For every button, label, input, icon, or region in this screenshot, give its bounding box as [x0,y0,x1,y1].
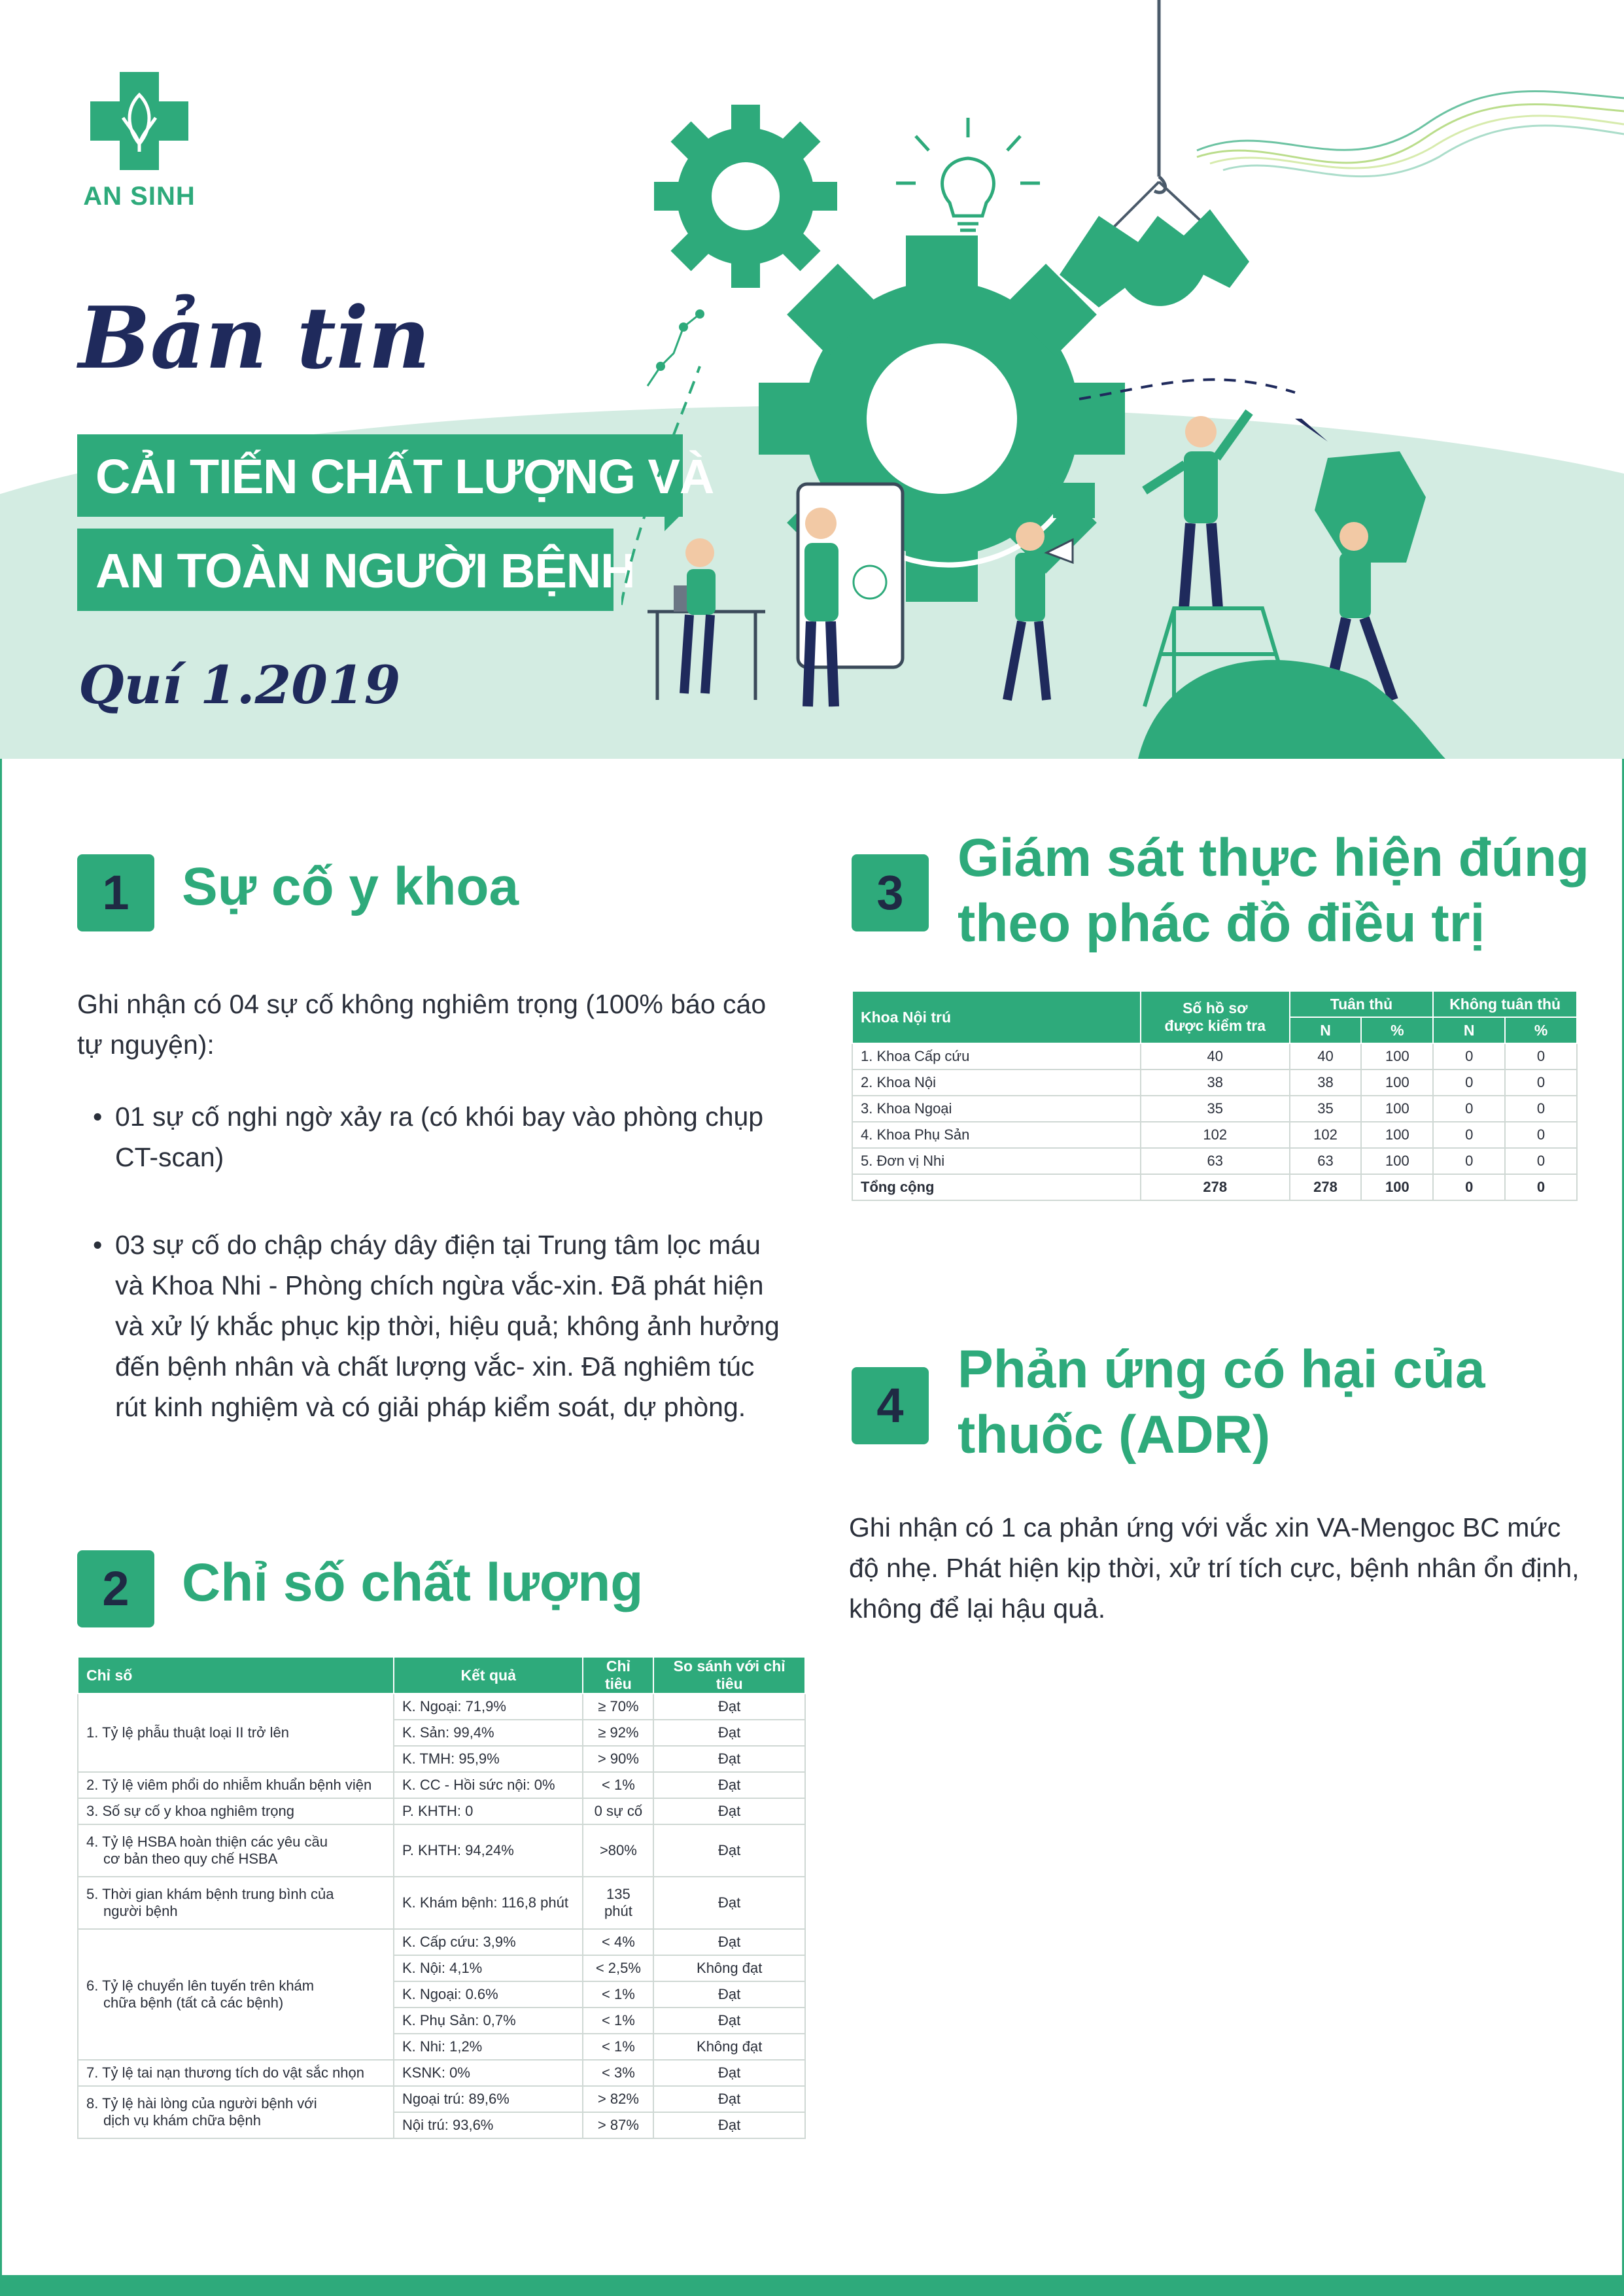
target-cell: > 90% [583,1746,653,1772]
medical-cross-icon [90,72,188,170]
department-cell: 4. Khoa Phụ Sản [852,1122,1141,1148]
target-cell: 0 sự cố [583,1798,653,1824]
table-row [78,1824,805,1877]
logo-text: AN SINH [83,182,196,211]
section-4-title-line-1: Phản ứng có hại của [958,1340,1485,1399]
noncomply-n-cell: 0 [1433,1070,1505,1096]
indicator-label: 7. Tỷ lệ tai nạn thương tích do vật sắc nhọn [78,2060,394,2086]
small-gear-icon [654,105,837,288]
target-cell: ≥ 70% [583,1694,653,1720]
table-header-row [852,991,1577,1017]
result-cell: K. TMH: 95,9% [394,1746,583,1772]
target-cell: < 3% [583,2060,653,2086]
section-1-number: 1 [77,854,154,931]
result-cell: P. KHTH: 94,24% [394,1824,583,1877]
table-row [852,1148,1577,1174]
section-4-title [958,1337,1612,1468]
noncomply-pct-cell: 0 [1505,1148,1577,1174]
green-hill-shape [1138,660,1445,759]
bullet-2-line-2: và Khoa Nhi - Phòng chích ngừa vắc-xin. Đã phát hiện [115,1270,764,1300]
comparison-cell: Đạt [653,2060,805,2086]
target-cell: < 1% [583,2034,653,2060]
section-1-intro [77,984,810,1065]
man-on-ladder-figure [1145,412,1249,608]
man-carrying-gear-figure [1315,451,1426,700]
result-cell: KSNK: 0% [394,2060,583,2086]
noncomply-pct-cell: 0 [1505,1096,1577,1122]
col-header-result: Kết quả [394,1657,583,1694]
department-cell: 3. Khoa Ngoại [852,1096,1141,1122]
comparison-cell: Đạt [653,1824,805,1877]
total-label-cell: Tổng cộng [852,1174,1141,1200]
title-line-2: AN TOÀN NGƯỜI BỆNH [77,529,613,611]
section-1-bullet-1 [77,1096,810,1177]
indicator-label: 3. Số sự cố y khoa nghiêm trọng [78,1798,394,1824]
col-header-comparison: So sánh với chỉ tiêu [653,1657,805,1694]
table-row [78,1694,805,1720]
comply-pct-cell: 100 [1361,1043,1433,1070]
total-noncomply-pct-cell: 0 [1505,1174,1577,1200]
indicator-label-line-2: người bệnh [103,1903,178,1919]
result-cell: K. Phụ Sản: 0,7% [394,2008,583,2034]
comparison-cell: Không đạt [653,2034,805,2060]
comparison-cell: Đạt [653,1772,805,1798]
result-cell: K. Khám bệnh: 116,8 phút [394,1877,583,1929]
comply-n-cell: 40 [1290,1043,1362,1070]
table-row [78,1798,805,1824]
hanging-gear-piece-icon [1060,209,1249,307]
noncomply-n-cell: 0 [1433,1148,1505,1174]
comply-pct-cell: 100 [1361,1122,1433,1148]
target-cell: < 1% [583,2008,653,2034]
indicator-label [78,2086,394,2138]
total-checked-cell: 278 [1141,1174,1290,1200]
result-cell: K. Ngoại: 71,9% [394,1694,583,1720]
indicator-label-line-2: dịch vụ khám chữa bệnh [103,2112,261,2129]
comparison-cell: Đạt [653,1981,805,2008]
bulletin-label: Bản tin [78,288,430,388]
table-row [852,1043,1577,1070]
noncomply-n-cell: 0 [1433,1096,1505,1122]
indicator-label-line-2: cơ bản theo quy chế HSBA [103,1851,278,1867]
table-row [852,1096,1577,1122]
records-checked-line-1: Số hồ sơ [1183,1000,1248,1017]
col-header-indicator: Chỉ số [78,1657,394,1694]
table-header-row [78,1657,805,1694]
result-cell: K. Ngoại: 0.6% [394,1981,583,2008]
table-total-row [852,1174,1577,1200]
col-header-comply-n: N [1290,1017,1362,1043]
checked-cell: 102 [1141,1122,1290,1148]
table-row [78,1772,805,1798]
section-1-bullet-2 [77,1225,823,1427]
table-row [78,2086,805,2112]
target-cell: < 1% [583,1772,653,1798]
bullet-1-line-2: CT-scan) [115,1142,224,1172]
comply-n-cell: 63 [1290,1148,1362,1174]
section-3-title [958,826,1612,956]
target-cell: > 82% [583,2086,653,2112]
col-header-target: Chỉ tiêu [583,1657,653,1694]
result-cell: Ngoại trú: 89,6% [394,2086,583,2112]
comparison-cell: Đạt [653,1877,805,1929]
result-cell: K. Sản: 99,4% [394,1720,583,1746]
woman-at-desk-figure [684,538,716,693]
bullet-2-line-5: rút kinh nghiệm và có giải pháp kiểm soát, dự phòng. [115,1392,746,1422]
bullet-2-line-1: • 03 sự cố do chập cháy dây điện tại Trung tâm lọc máu [115,1230,761,1260]
section-2-title: Chỉ số chất lượng [182,1553,644,1612]
department-cell: 2. Khoa Nội [852,1070,1141,1096]
comply-n-cell: 102 [1290,1122,1362,1148]
col-header-comply: Tuân thủ [1290,991,1434,1017]
indicator-label [78,1929,394,2060]
indicator-label: 2. Tỷ lệ viêm phổi do nhiễm khuẩn bệnh viện [78,1772,394,1798]
comparison-cell: Đạt [653,1720,805,1746]
comply-pct-cell: 100 [1361,1070,1433,1096]
bullet-2-line-4: đến bệnh nhân và chất lượng vắc- xin. Đã nghiêm túc [115,1351,755,1382]
lightbulb-icon [896,118,1040,230]
intro-line-1: Ghi nhận có 04 sự cố không nghiêm trọng (100% báo cáo [77,989,767,1019]
comply-n-cell: 35 [1290,1096,1362,1122]
quality-indicators-table [77,1656,806,2139]
adr-line-3: không để lại hậu quả. [849,1593,1106,1624]
col-header-noncomply-pct: % [1505,1017,1577,1043]
adr-line-1: Ghi nhận có 1 ca phản ứng với vắc xin VA-Mengoc BC mức [849,1512,1561,1542]
col-header-department: Khoa Nội trú [852,991,1141,1043]
indicator-label: 1. Tỷ lệ phẫu thuật loại II trở lên [78,1694,394,1772]
result-cell: K. Nhi: 1,2% [394,2034,583,2060]
col-header-comply-pct: % [1361,1017,1433,1043]
bullet-2-line-3: và xử lý khắc phục kịp thời, hiệu quả; không ảnh hưởng [115,1311,780,1341]
department-cell: 1. Khoa Cấp cứu [852,1043,1141,1070]
wave-ribbon-graphic [1197,92,1624,177]
comparison-cell: Đạt [653,1929,805,1955]
section-4-number: 4 [852,1367,929,1444]
protocol-compliance-table [852,990,1578,1201]
department-cell: 5. Đơn vị Nhi [852,1148,1141,1174]
target-cell: > 87% [583,2112,653,2138]
intro-line-2: tự nguyện): [77,1030,215,1060]
indicator-label [78,1877,394,1929]
noncomply-n-cell: 0 [1433,1122,1505,1148]
indicator-label-line-1: 5. Thời gian khám bệnh trung bình của [86,1886,334,1902]
checked-cell: 35 [1141,1096,1290,1122]
comparison-cell: Không đạt [653,1955,805,1981]
indicator-label-line-1: 6. Tỷ lệ chuyển lên tuyến trên khám [86,1977,315,1994]
paper-plane-icon [1295,419,1328,442]
col-header-noncomply: Không tuân thủ [1433,991,1577,1017]
section-3-title-line-2: theo phác đồ điều trị [958,894,1485,953]
col-header-records-checked [1141,991,1290,1043]
quarter-label: Quí 1.2019 [78,654,401,716]
target-cell: < 2,5% [583,1955,653,1981]
comparison-cell: Đạt [653,1746,805,1772]
target-cell: < 4% [583,1929,653,1955]
comply-pct-cell: 100 [1361,1148,1433,1174]
comparison-cell: Đạt [653,2008,805,2034]
comparison-cell: Đạt [653,2086,805,2112]
target-cell: 135 phút [583,1877,653,1929]
table-row [78,1877,805,1929]
indicator-label-line-1: 4. Tỷ lệ HSBA hoàn thiện các yêu cầu [86,1834,328,1850]
result-cell: K. CC - Hồi sức nội: 0% [394,1772,583,1798]
records-checked-line-2: được kiểm tra [1164,1017,1266,1034]
noncomply-pct-cell: 0 [1505,1122,1577,1148]
target-cell: ≥ 92% [583,1720,653,1746]
checked-cell: 40 [1141,1043,1290,1070]
noncomply-pct-cell: 0 [1505,1070,1577,1096]
col-header-noncomply-n: N [1433,1017,1505,1043]
indicator-label-line-1: 8. Tỷ lệ hài lòng của người bệnh với [86,2095,317,2112]
target-cell: >80% [583,1824,653,1877]
checked-cell: 38 [1141,1070,1290,1096]
title-line-1: CẢI TIẾN CHẤT LƯỢNG VÀ [77,434,683,517]
comparison-cell: Đạt [653,1694,805,1720]
noncomply-n-cell: 0 [1433,1043,1505,1070]
footer-bar [0,2275,1624,2296]
total-comply-n-cell: 278 [1290,1174,1362,1200]
result-cell: K. Nội: 4,1% [394,1955,583,1981]
section-3-title-line-1: Giám sát thực hiện đúng [958,828,1590,888]
target-cell: < 1% [583,1981,653,2008]
table-row [78,2060,805,2086]
result-cell: K. Cấp cứu: 3,9% [394,1929,583,1955]
table-row [852,1070,1577,1096]
table-row [852,1122,1577,1148]
indicator-label-line-2: chữa bệnh (tất cả các bệnh) [103,1994,284,2011]
total-noncomply-n-cell: 0 [1433,1174,1505,1200]
total-comply-pct-cell: 100 [1361,1174,1433,1200]
teamwork-gears-illustration [621,0,1624,759]
section-2-number: 2 [77,1550,154,1627]
indicator-label [78,1824,394,1877]
section-3-number: 3 [852,854,929,931]
result-cell: Nội trú: 93,6% [394,2112,583,2138]
section-1-title: Sự cố y khoa [182,857,519,916]
section-4-text [849,1507,1614,1629]
bullet-1-line-1: • 01 sự cố nghi ngờ xảy ra (có khói bay vào phòng chụp [115,1102,764,1132]
header-banner [0,0,1624,759]
noncomply-pct-cell: 0 [1505,1043,1577,1070]
comparison-cell: Đạt [653,1798,805,1824]
comparison-cell: Đạt [653,2112,805,2138]
comply-pct-cell: 100 [1361,1096,1433,1122]
comply-n-cell: 38 [1290,1070,1362,1096]
result-cell: P. KHTH: 0 [394,1798,583,1824]
table-row [78,1929,805,1955]
checked-cell: 63 [1141,1148,1290,1174]
adr-line-2: độ nhẹ. Phát hiện kịp thời, xử trí tích cực, bệnh nhân ổn định, [849,1553,1580,1583]
section-4-title-line-2: thuốc (ADR) [958,1405,1271,1465]
